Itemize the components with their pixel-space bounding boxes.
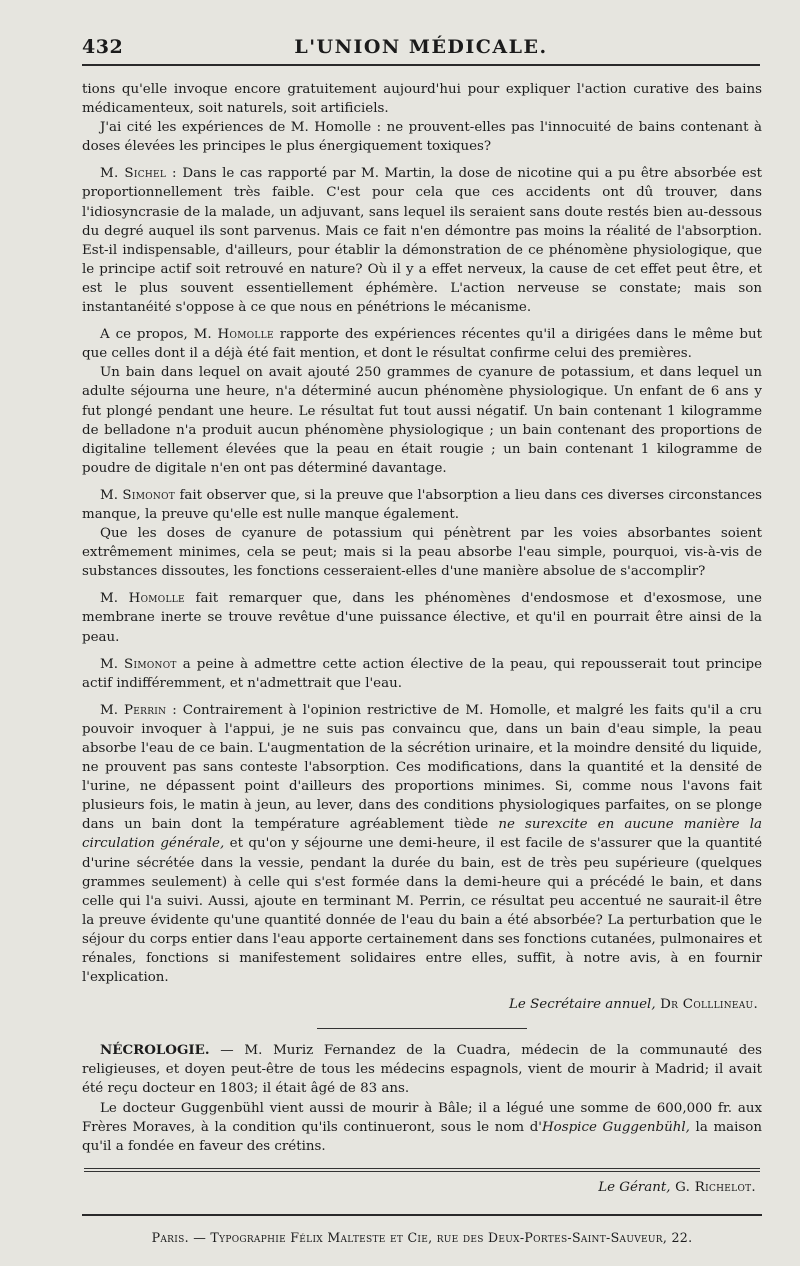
paragraph-text: fait observer que, si la preuve que l'absorption a lieu dans ces diverses circonstances manque, la preuve qu'elle est nulle manque également.: [82, 487, 762, 522]
paragraph: [82, 1041, 762, 1098]
paragraph: [82, 655, 762, 693]
paragraph: [82, 325, 762, 363]
paragraph-text: M.: [100, 702, 124, 718]
paragraph: [82, 164, 762, 317]
italic-phrase: Hospice Guggenbühl,: [542, 1119, 690, 1135]
imprint-city: Paris.: [151, 1230, 189, 1245]
speaker-name: M. Sichel :: [100, 166, 177, 182]
paragraph-text: a peine à admettre cette action élective de la peau, qui repousserait tout principe actif indifféremment, et n'admettrait que l'eau.: [82, 656, 762, 691]
signature-role: Le Secrétaire annuel,: [509, 997, 656, 1013]
paragraph-text: M.: [100, 591, 129, 607]
paragraph: [82, 589, 762, 646]
paragraph-text: rapporte des expériences récentes qu'il a dirigées dans le même but que celles dont il a déjà été fait mention, et dont le résultat confirme celui des premières.: [82, 327, 762, 362]
paragraph-text: Un bain dans lequel on avait ajouté 250 grammes de cyanure de potassium, et dans lequel un adulte séjourna une heure, n'a déterminé aucun phénomène physiologique. Un enfant de 6 ans y fut plongé pendant une heure. Le résultat fut tout aussi négatif. Un bain contenant 1 kilogramme de belladone n'a produit aucun phénomène physiologique ; un bain contenant des proportions de digitaline tellement élevées que la peau en était rougie ; un bain contenant 1 kilogramme de poudre de digitale n'en ont pas déterminé davantage.: [82, 365, 762, 476]
speaker-name: Homolle: [217, 327, 274, 343]
speaker-name: Simonot: [124, 656, 177, 672]
paragraph-text: Que les doses de cyanure de potassium qui pénètrent par les voies absorbantes soient extrêmement minimes, cela se peut; mais si la peau absorbe l'eau simple, pourquoi, vis-à-vis de substances dissoutes, les fonctions cesseraient-elles d'une manière absolue de s'accomplir?: [82, 526, 762, 580]
running-title: L'UNION MÉDICALE.: [294, 36, 548, 58]
paragraph-text: J'ai cité les expériences de M. Homolle : ne prouvent-elles pas l'innocuité de bains contenant à doses élevées les principes le plus énergiquement toxiques?: [82, 120, 762, 155]
paragraph: [82, 1099, 762, 1156]
paragraph-text: : Contrairement à l'opinion restrictive de M. Homolle, et malgré les faits qu'il a cru pouvoir invoquer à l'appui, je ne suis pas convaincu que, dans un bain d'eau simple, la peau absorbe l'eau de ce bain. L'augmentation de la sécrétion urinaire, et la moindre densité du liquide, ne prouvent pas sans conteste l'absorption. Ces modifications, dans la quantité et la densité de l'urine, ne dépassent point d'ailleurs des proportions minimes. Si, comme nous l'avons fait plusieurs fois, le matin à jeun, au lever, dans des conditions physiologiques parfaites, on se plonge dans un bain dont la température agréablement tiède: [82, 702, 762, 833]
double-rule: [84, 1168, 760, 1172]
paragraph-text: tions qu'elle invoque encore gratuitement aujourd'hui pour expliquer l'action curative des bains médicamenteux, soit naturels, soit artificiels.: [82, 82, 762, 117]
paragraph-text: Dans le cas rapporté par M. Martin, la dose de nicotine qui a pu être absorbée est proportionnellement très faible. C'est pour cela que ces accidents ont dû trouver, dans l'idiosyncrasie de la malade, un adjuvant, sans lequel ils seraient sans doute restés bien au-dessous du degré auquel ils sont parvenus. Mais ce fait n'en démontre pas moins la réalité de l'absorption. Est-il indispensable, d'ailleurs, pour établir la démonstration de ce phénomène physiologique, que le principe actif soit retrouvé en nature? Où il y a effet nerveux, la cause de cet effet peut être, et est le plus souvent essentiellement éphémère. L'action nerveuse se constate; mais son instantanéité s'oppose à ce que nous en pénétrions le mécanisme.: [82, 166, 762, 316]
paragraph-text: A ce propos, M.: [100, 327, 218, 343]
speaker-name: Homolle: [128, 591, 185, 607]
gerant-name: G. Richelot.: [670, 1179, 756, 1195]
page-header: [82, 28, 760, 66]
article-body: [82, 80, 762, 987]
printer-imprint: [82, 1214, 762, 1245]
paragraph-text: M.: [100, 656, 125, 672]
paragraph: [82, 363, 762, 478]
imprint-text: — Typographie Félix Malteste et Cie, rue des Deux-Portes-Saint-Sauveur, 22.: [188, 1230, 693, 1245]
secretary-signature: [82, 997, 762, 1012]
italic-phrase: ne surexcite en aucune manière la circulation générale,: [82, 817, 762, 852]
page-number: 432: [82, 36, 124, 58]
paragraph-text: et qu'on y séjourne une demi-heure, il est facile de s'assurer que la quantité d'urine sécrétée dans la vessie, pendant la durée du bain, est de très peu supérieure (quelques grammes seulement) à celle qui s'est formée dans la demi-heure qui a précédé le bain, et dans celle qui l'a suivi. Aussi, ajoute en terminant M. Perrin, ce résultat peu accentué ne saurait-il être la preuve évidente qu'une quantité donnée de l'eau du bain a été absorbée? La perturbation que le séjour du corps entier dans l'eau apporte certainement dans ses fonctions cutanées, pulmonaires et rénales, fonctions si manifestement solidaires entre elles, suffit, à notre avis, à en fournir l'explication.: [82, 836, 762, 986]
speaker-name: Perrin: [123, 702, 167, 718]
paragraph-text: la maison qu'il a fondée en faveur des crétins.: [82, 1119, 762, 1154]
section-divider: [317, 1028, 527, 1029]
paragraph: [82, 80, 762, 118]
section-heading: NÉCROLOGIE.: [100, 1042, 210, 1059]
paragraph-text: — M. Muriz Fernandez de la Cuadra, médecin de la communauté des religieuses, et doyen peut-être de tous les médecins espagnols, vient de mourir à Madrid; il avait été reçu docteur en 1803; il était âgé de 83 ans.: [82, 1043, 762, 1097]
paragraph-text: fait remarquer que, dans les phénomènes d'endosmose et d'exosmose, une membrane inerte se trouve revêtue d'une puissance élective, et qu'il en pourrait être ainsi de la peau.: [82, 591, 762, 645]
paragraph: [82, 524, 762, 581]
paragraph: [82, 118, 762, 156]
necrologie-section: [82, 1041, 762, 1156]
paragraph: [82, 486, 762, 524]
paragraph: [82, 701, 762, 987]
paragraph-text: Le docteur Guggenbühl vient aussi de mourir à Bâle; il a légué une somme de 600,000 fr. aux Frères Moraves, à la condition qu'ils continueront, sous le nom d': [82, 1100, 762, 1135]
paragraph-text: M.: [100, 487, 123, 503]
speaker-name: Simonot: [122, 487, 176, 503]
gerant-signature: [82, 1180, 762, 1195]
gerant-role: Le Gérant,: [598, 1179, 671, 1195]
signature-name: Dr Colllineau.: [655, 997, 758, 1013]
